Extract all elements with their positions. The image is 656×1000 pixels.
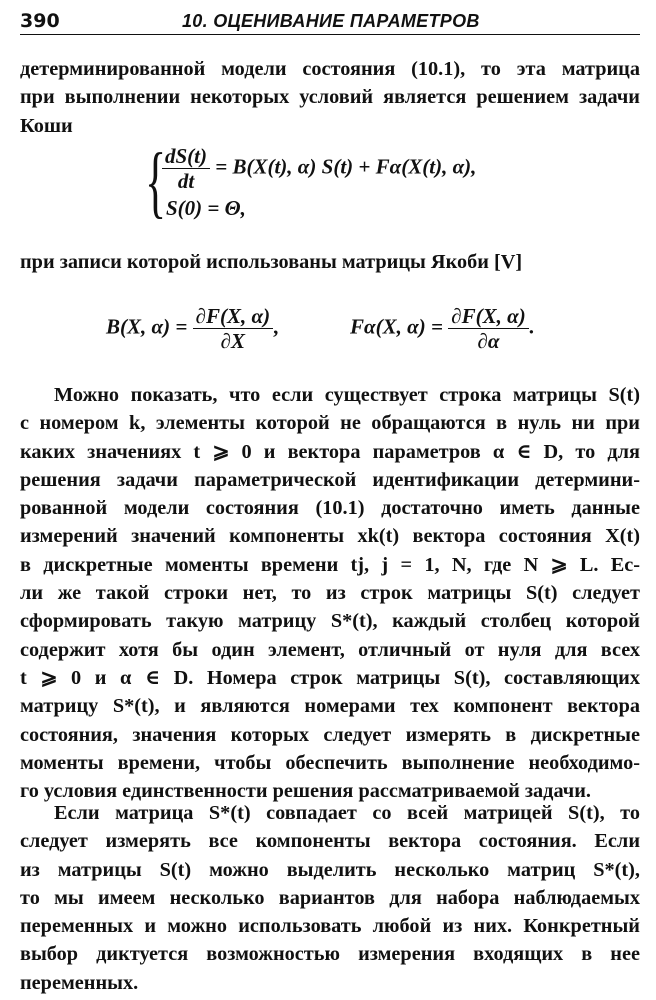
cauchy-equation-2: S(0) = Θ, [166, 196, 246, 220]
text-line: измерений значений компоненты xk(t) вектора состояния X(t) [20, 525, 640, 548]
partial-fraction [193, 304, 274, 353]
formula-lhs: Fα(X, α) = [350, 314, 443, 339]
text-line: при записи которой использованы матрицы Якоби [V] [20, 251, 523, 273]
formula-end: . [528, 314, 534, 339]
text-line: моменты времени, чтобы обеспечить выполнение необходимо- [20, 751, 640, 774]
text-line: состояния, значения которых следует измерять в дискретные [20, 723, 640, 746]
text-line: Коши [20, 114, 73, 137]
jacobi-f-formula [350, 304, 534, 353]
text-line: выбор диктуется возможностью измерения входящих в нее [20, 943, 640, 966]
formula-lhs: B(X, α) = [106, 314, 188, 339]
partial-fraction [448, 304, 529, 353]
text-line: переменных. [20, 971, 139, 994]
text-line: решения задачи параметрической идентификации детермини- [20, 468, 640, 491]
derivative-fraction [162, 144, 210, 193]
text-line: следует измерять все компоненты вектора состояния. Если [20, 830, 640, 853]
paragraph-measurement [20, 799, 640, 997]
fraction-numerator: ∂F(X, α) [448, 304, 529, 329]
cauchy-equation-1 [162, 144, 476, 193]
text-line: Можно показать, что если существует строка матрицы S(t) [54, 384, 640, 406]
text-line: ли же такой строки нет, то из строк матрицы S(t) следует [20, 582, 640, 605]
running-header [20, 8, 640, 35]
text-line: рованной модели состояния (10.1) достаточно иметь данные [20, 497, 640, 520]
text-line: го условия единственности решения рассматриваемой задачи. [20, 780, 591, 803]
intro-paragraph [20, 55, 640, 140]
fraction-numerator: ∂F(X, α) [193, 304, 274, 329]
text-line: матрицу S*(t), и являются номерами тех компонент вектора [20, 695, 640, 718]
running-title: 10. ОЦЕНИВАНИЕ ПАРАМЕТРОВ [182, 11, 480, 31]
page-number: 390 [20, 10, 60, 32]
text-line: содержит хотя бы один элемент, отличный от нуля для всех [20, 638, 640, 661]
paragraph-identification [20, 381, 640, 805]
text-line: то мы имеем несколько вариантов для набора наблюдаемых [20, 886, 640, 909]
jacobi-b-formula [106, 304, 278, 353]
fraction-denominator: dt [177, 169, 195, 193]
text-line: в дискретные моменты времени tj, j = 1, N, где N ⩾ L. Ес- [20, 553, 640, 576]
text-line: из матрицы S(t) можно выделить несколько матриц S*(t), [20, 858, 640, 881]
text-line: t ⩾ 0 и α ∈ D. Номера строк матрицы S(t), составляющих [20, 666, 640, 689]
fraction-denominator: ∂X [220, 329, 246, 353]
fraction-denominator: ∂α [477, 329, 500, 353]
jacobi-intro [20, 248, 640, 276]
formula-separator: , [273, 314, 279, 339]
system-brace: { [145, 138, 167, 226]
text-line: с номером k, элементы которой не обращаются в нуль ни при [20, 412, 640, 435]
equation-rhs: = B(X(t), α) S(t) + Fα(X(t), α), [215, 154, 477, 179]
text-line: детерминированной модели состояния (10.1), то эта матрица [20, 58, 640, 80]
text-line: переменных и можно использовать любой из них. Конкретный [20, 915, 640, 938]
text-line: Если матрица S*(t) совпадает со всей матрицей S(t), то [54, 802, 640, 824]
text-line: при выполнении некоторых условий является решением задачи [20, 86, 640, 109]
fraction-numerator: dS(t) [162, 144, 210, 169]
text-line: сформировать такую матрицу S*(t), каждый столбец которой [20, 610, 640, 633]
text-line: каких значениях t ⩾ 0 и вектора параметров α ∈ D, то для [20, 440, 640, 463]
